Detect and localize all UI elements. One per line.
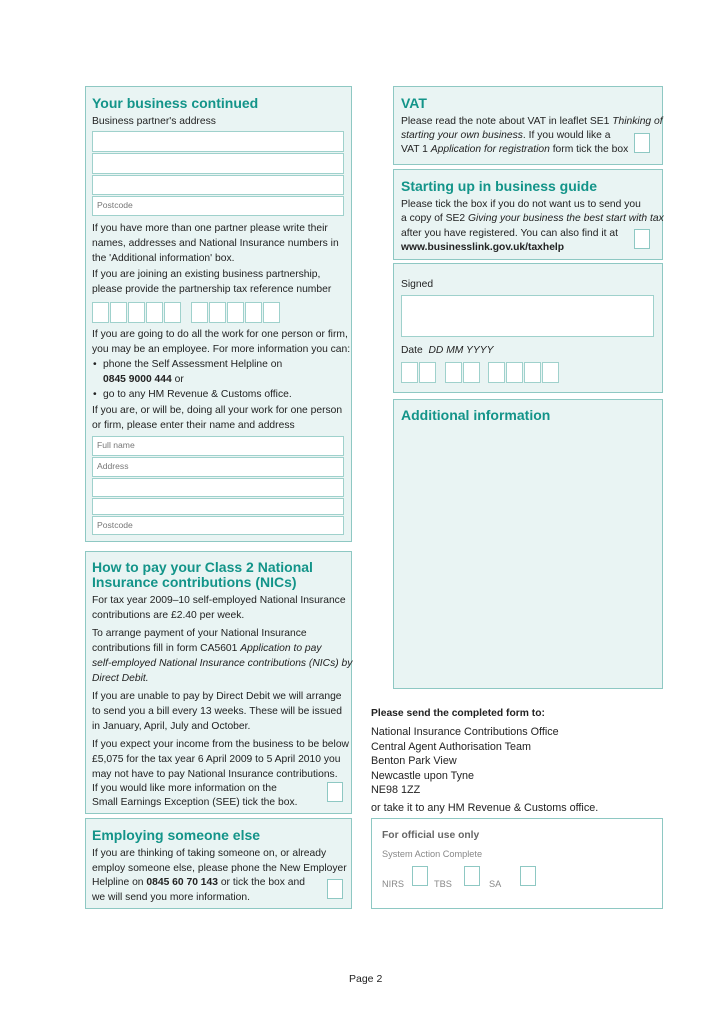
full-name-field[interactable] — [92, 436, 344, 456]
vat-heading: VAT — [401, 95, 427, 111]
nics-arrange-line-2b: Application to pay — [240, 643, 322, 654]
partner-address-label: Business partner's address — [92, 116, 216, 127]
nics-income-line-1: If you expect your income from the business to be below — [92, 739, 349, 750]
bullet-dot-1: • — [93, 359, 97, 370]
official-status: System Action Complete — [382, 849, 483, 859]
more-partners-line-2: names, addresses and National Insurance numbers in — [92, 238, 339, 249]
employing-heading: Employing someone else — [92, 827, 261, 843]
postcode-label-2: Postcode — [97, 520, 133, 530]
more-partners-line-1: If you have more than one partner please write their — [92, 223, 328, 234]
send-address-line-4: Newcastle upon Tyne — [371, 770, 475, 782]
guide-line-2a: a copy of SE2 — [401, 213, 468, 224]
page-number: Page 2 — [349, 973, 383, 985]
vat-line-2b: . If you would like a — [522, 130, 611, 141]
nics-unable-line-2: to send you a bill every 13 weeks. These will be issued — [92, 706, 342, 717]
one-person-line-1: If you are, or will be, doing all your work for one person — [92, 405, 343, 416]
vat-line-1b: Thinking of — [612, 116, 663, 127]
additional-info-heading: Additional information — [401, 407, 551, 423]
see-tick-box[interactable] — [327, 782, 343, 802]
more-partners-line-3: the 'Additional information' box. — [92, 253, 235, 264]
official-sa-label: SA — [489, 879, 502, 889]
partner-address-line-1[interactable] — [92, 131, 344, 152]
signed-label: Signed — [401, 279, 434, 290]
date-year-box[interactable] — [524, 362, 541, 383]
guide-heading: Starting up in business guide — [401, 178, 598, 194]
bullet-helpline: phone the Self Assessment Helpline on — [103, 359, 283, 370]
employing-line-3 — [92, 875, 305, 891]
helpline-number: 0845 9000 444 — [103, 374, 172, 385]
nics-arrange-line-1: To arrange payment of your National Insurance — [92, 628, 307, 639]
nics-income-line-2: £5,075 for the tax year 6 April 2009 to 5 April 2010 you — [92, 754, 341, 765]
guide-line-2b: Giving your business the best start with tax — [467, 213, 664, 224]
nics-unable-line-3: in January, April, July and October. — [92, 721, 251, 732]
date-month-box[interactable] — [445, 362, 462, 383]
guide-tick-box[interactable] — [634, 229, 650, 249]
address-field-2[interactable] — [92, 478, 344, 497]
nics-arrange-line-4-text: Direct Debit. — [92, 673, 149, 684]
reference-box[interactable] — [227, 302, 244, 323]
date-day-box[interactable] — [401, 362, 418, 383]
reference-box[interactable] — [263, 302, 280, 323]
official-sa-box[interactable] — [520, 866, 536, 886]
vat-line-2a: starting your own business — [401, 130, 523, 141]
send-address-line-5: NE98 1ZZ — [371, 784, 421, 796]
nics-heading-line-2: Insurance contributions (NICs) — [92, 574, 297, 590]
send-to-heading — [371, 706, 545, 722]
employer-postcode-field[interactable] — [92, 516, 344, 535]
date-year-box[interactable] — [488, 362, 505, 383]
additional-info-panel[interactable] — [393, 399, 663, 689]
reference-box[interactable] — [128, 302, 145, 323]
official-tbs-label: TBS — [434, 879, 452, 889]
full-name-label: Full name — [97, 440, 135, 450]
helpline-line — [103, 372, 184, 388]
reference-box[interactable] — [164, 302, 181, 323]
vat-line-3c: form tick the box — [549, 144, 629, 155]
nics-income-line-5: Small Earnings Exception (SEE) tick the box. — [92, 797, 298, 808]
address-field-1[interactable] — [92, 457, 344, 477]
nics-arrange-line-4 — [92, 671, 149, 687]
reference-box[interactable] — [245, 302, 262, 323]
partner-address-line-2[interactable] — [92, 153, 344, 174]
reference-box[interactable] — [110, 302, 127, 323]
send-alternative: or take it to any HM Revenue & Customs office. — [371, 802, 599, 814]
partner-address-line-3[interactable] — [92, 175, 344, 195]
date-day-box[interactable] — [419, 362, 436, 383]
employing-line-4: we will send you more information. — [92, 892, 250, 903]
bullet-dot-2: • — [93, 389, 97, 400]
nics-income-line-4: If you would like more information on the — [92, 783, 277, 794]
employing-line-1: If you are thinking of taking someone on, or already — [92, 848, 327, 859]
joining-line-1: If you are joining an existing business partnership, — [92, 269, 321, 280]
guide-line-2 — [401, 211, 664, 227]
send-to-heading-text: Please send the completed form to: — [371, 708, 545, 719]
address-field-3[interactable] — [92, 498, 344, 515]
nics-arrange-line-2 — [92, 641, 322, 657]
date-label-line — [401, 343, 494, 359]
official-heading-text: For official use only — [382, 830, 480, 841]
nics-rate-line-2: contributions are £2.40 per week. — [92, 610, 245, 621]
helpline-or: or — [174, 374, 184, 385]
nics-arrange-line-3-text: self-employed National Insurance contributions (NICs) by — [92, 658, 353, 669]
date-label: Date — [401, 345, 423, 356]
nics-arrange-line-2a: contributions fill in form CA5601 — [92, 643, 241, 654]
joining-line-2: please provide the partnership tax reference number — [92, 284, 332, 295]
vat-line-1a: Please read the note about VAT in leaflet SE1 — [401, 116, 613, 127]
employer-tick-box[interactable] — [327, 879, 343, 899]
employee-line-1: If you are going to do all the work for one person or firm, — [92, 329, 348, 340]
nics-unable-line-1: If you are unable to pay by Direct Debit we will arrange — [92, 691, 342, 702]
bullet-office: go to any HM Revenue & Customs office. — [103, 389, 292, 400]
nics-income-line-3: may not have to pay National Insurance contributions. — [92, 769, 338, 780]
guide-url — [401, 240, 564, 256]
nics-heading-line-1: How to pay your Class 2 National — [92, 559, 313, 575]
nics-rate-line-1: For tax year 2009–10 self-employed National Insurance — [92, 595, 346, 606]
address-label: Address — [97, 461, 129, 471]
guide-url-text: www.businesslink.gov.uk/taxhelp — [401, 242, 565, 253]
employing-line-3c: or tick the box and — [217, 877, 305, 888]
signature-field[interactable] — [401, 295, 654, 337]
official-nirs-label: NIRS — [382, 879, 404, 889]
reference-box[interactable] — [209, 302, 226, 323]
partner-postcode-field[interactable] — [92, 196, 344, 216]
employer-helpline-number: 0845 60 70 143 — [146, 877, 218, 888]
vat-line-3b: Application for registration — [430, 144, 550, 155]
employee-line-2: you may be an employee. For more information you can: — [92, 344, 351, 355]
date-year-box[interactable] — [542, 362, 559, 383]
reference-box[interactable] — [92, 302, 109, 323]
employing-line-3a: Helpline on — [92, 877, 147, 888]
guide-line-3: after you have registered. You can also find it at — [401, 228, 618, 239]
send-address-line-3: Benton Park View — [371, 755, 457, 767]
postcode-label: Postcode — [97, 200, 133, 210]
date-year-box[interactable] — [506, 362, 523, 383]
send-address-line-2: Central Agent Authorisation Team — [371, 741, 532, 753]
official-nirs-box[interactable] — [412, 866, 428, 886]
guide-line-1: Please tick the box if you do not want us to send you — [401, 199, 641, 210]
official-heading — [382, 828, 479, 844]
date-format: DD MM YYYY — [428, 345, 494, 356]
one-person-line-2: or firm, please enter their name and address — [92, 420, 295, 431]
vat-line-3 — [401, 142, 628, 158]
reference-box[interactable] — [146, 302, 163, 323]
date-month-box[interactable] — [463, 362, 480, 383]
send-address-line-1: National Insurance Contributions Office — [371, 726, 559, 738]
employing-line-2: employ someone else, please phone the New Employer — [92, 863, 347, 874]
vat-line-3a: VAT 1 — [401, 144, 431, 155]
reference-box[interactable] — [191, 302, 208, 323]
your-business-heading: Your business continued — [92, 95, 259, 111]
nics-arrange-line-3 — [92, 656, 352, 672]
vat-tick-box[interactable] — [634, 133, 650, 153]
official-tbs-box[interactable] — [464, 866, 480, 886]
